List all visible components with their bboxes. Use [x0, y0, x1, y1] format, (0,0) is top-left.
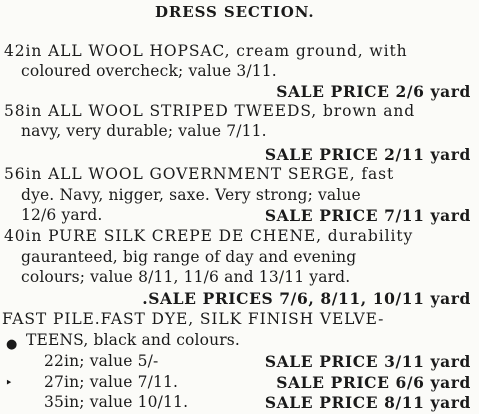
item-crepe-line1: 40in PURE SILK CREPE DE CHENE, durability: [4, 227, 414, 245]
item-serge-line1: 56in ALL WOOL GOVERNMENT SERGE, fast: [4, 165, 395, 183]
item-serge-line3: 12/6 yard.: [21, 206, 103, 224]
velveteen-variant-27-size: 27in; value 7/11.: [44, 373, 179, 391]
item-tweeds-line2: navy, very durable; value 7/11.: [21, 122, 267, 140]
item-hopsac-line1: 42in ALL WOOL HOPSAC, cream ground, with: [4, 42, 408, 60]
section-heading: DRESS SECTION.: [155, 3, 315, 21]
item-serge-price: SALE PRICE 7/11 yard: [264, 206, 471, 225]
item-crepe-line3: colours; value 8/11, 11/6 and 13/11 yard.: [21, 268, 351, 286]
item-tweeds-price: SALE PRICE 2/11 yard: [264, 145, 471, 164]
velveteen-variant-35-price: SALE PRICE 8/11 yard: [264, 393, 471, 412]
velveteen-variant-22-price: SALE PRICE 3/11 yard: [264, 352, 471, 371]
item-hopsac-price: SALE PRICE 2/6 yard: [276, 82, 471, 101]
velveteen-variant-27-price: SALE PRICE 6/6 yard: [276, 373, 471, 392]
velveteen-variant-22-size: 22in; value 5/-: [44, 352, 159, 370]
item-tweeds-line1: 58in ALL WOOL STRIPED TWEEDS, brown and: [4, 102, 416, 120]
smudge-mark: ‣: [5, 376, 13, 391]
item-velveteens-line1: FAST PILE.FAST DYE, SILK FINISH VELVE-: [2, 310, 385, 328]
item-crepe-line2: gauranteed, big range of day and evening: [21, 248, 357, 266]
item-serge-line2: dye. Navy, nigger, saxe. Very strong; value: [21, 186, 361, 204]
item-velveteens-line2: TEENS, black and colours.: [26, 331, 240, 349]
item-hopsac-line2: coloured overcheck; value 3/11.: [21, 62, 277, 80]
bullet-mark: ●: [6, 337, 18, 352]
item-crepe-price: .SALE PRICES 7/6, 8/11, 10/11 yard: [142, 289, 471, 308]
velveteen-variant-35-size: 35in; value 10/11.: [44, 393, 189, 411]
